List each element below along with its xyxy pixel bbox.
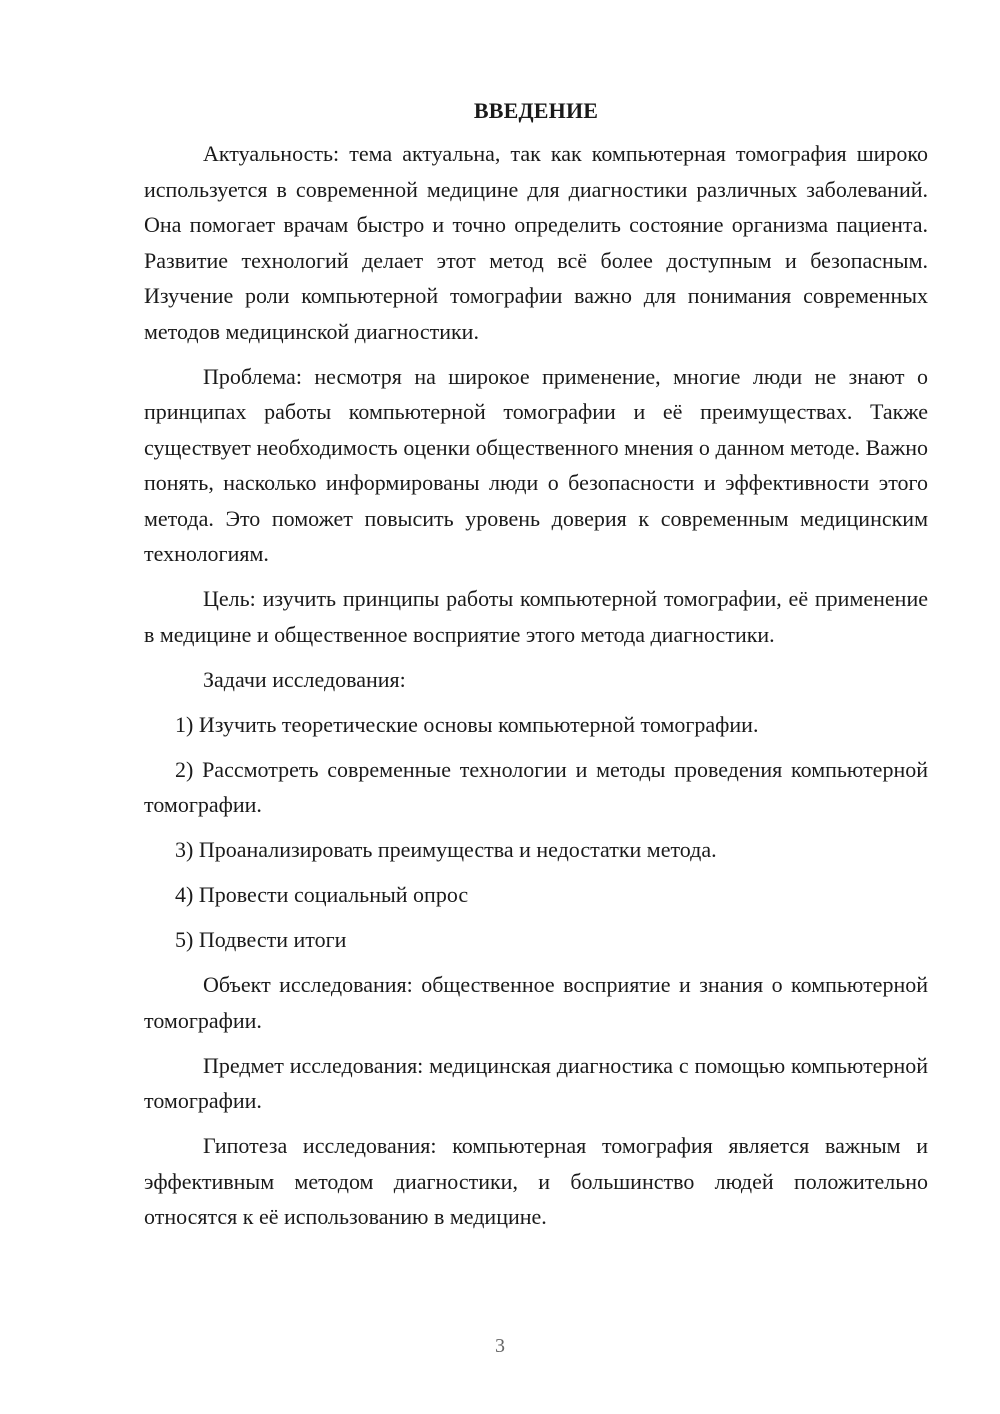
page-body [144, 96, 928, 1244]
task-item-3: 3) Проанализировать преимущества и недостатки метода. [175, 837, 717, 862]
task-item-5: 5) Подвести итоги [175, 927, 347, 952]
paragraph-goal: Цель: изучить принципы работы компьютерной томографии, её применение в медицине и общественное восприятие этого метода диагностики. [144, 586, 928, 647]
paragraph-relevance: Актуальность: тема актуальна, так как компьютерная томография широко используется в современной медицине для диагностики различных заболеваний. Она помогает врачам быстро и точно определить состояние организма пациента. Развитие технологий делает этот метод всё более доступным и безопасным. Изучение роли компьютерной томографии важно для понимания современных методов медицинской диагностики. [144, 141, 928, 344]
tasks-heading: Задачи исследования: [203, 666, 406, 692]
paragraph-hypothesis: Гипотеза исследования: компьютерная томография является важным и эффективным методом диагностики, и большинство людей положительно относятся к её использованию в медицине. [144, 1133, 928, 1229]
paragraph-problem: Проблема: несмотря на широкое применение, многие люди не знают о принципах работы компьютерной томографии и её преимуществах. Также существует необходимость оценки общественного мнения о данном методе. Важно понять, насколько информированы люди о безопасности и эффективности этого метода. Это поможет повысить уровень доверия к современным медицинским технологиям. [144, 363, 928, 566]
paragraph-subject: Предмет исследования: медицинская диагностика с помощью компьютерной томографии. [144, 1052, 928, 1113]
task-item-2: 2) Рассмотреть современные технологии и методы проведения компьютерной томографии. [144, 756, 928, 817]
page-number: 3 [495, 1335, 505, 1357]
task-item-1: 1) Изучить теоретические основы компьютерной томографии. [175, 711, 759, 737]
section-heading: ВВЕДЕНИЕ [473, 98, 599, 123]
paragraph-object: Объект исследования: общественное восприятие и знания о компьютерной томографии. [144, 972, 928, 1033]
task-item-4: 4) Провести социальный опрос [175, 882, 469, 907]
